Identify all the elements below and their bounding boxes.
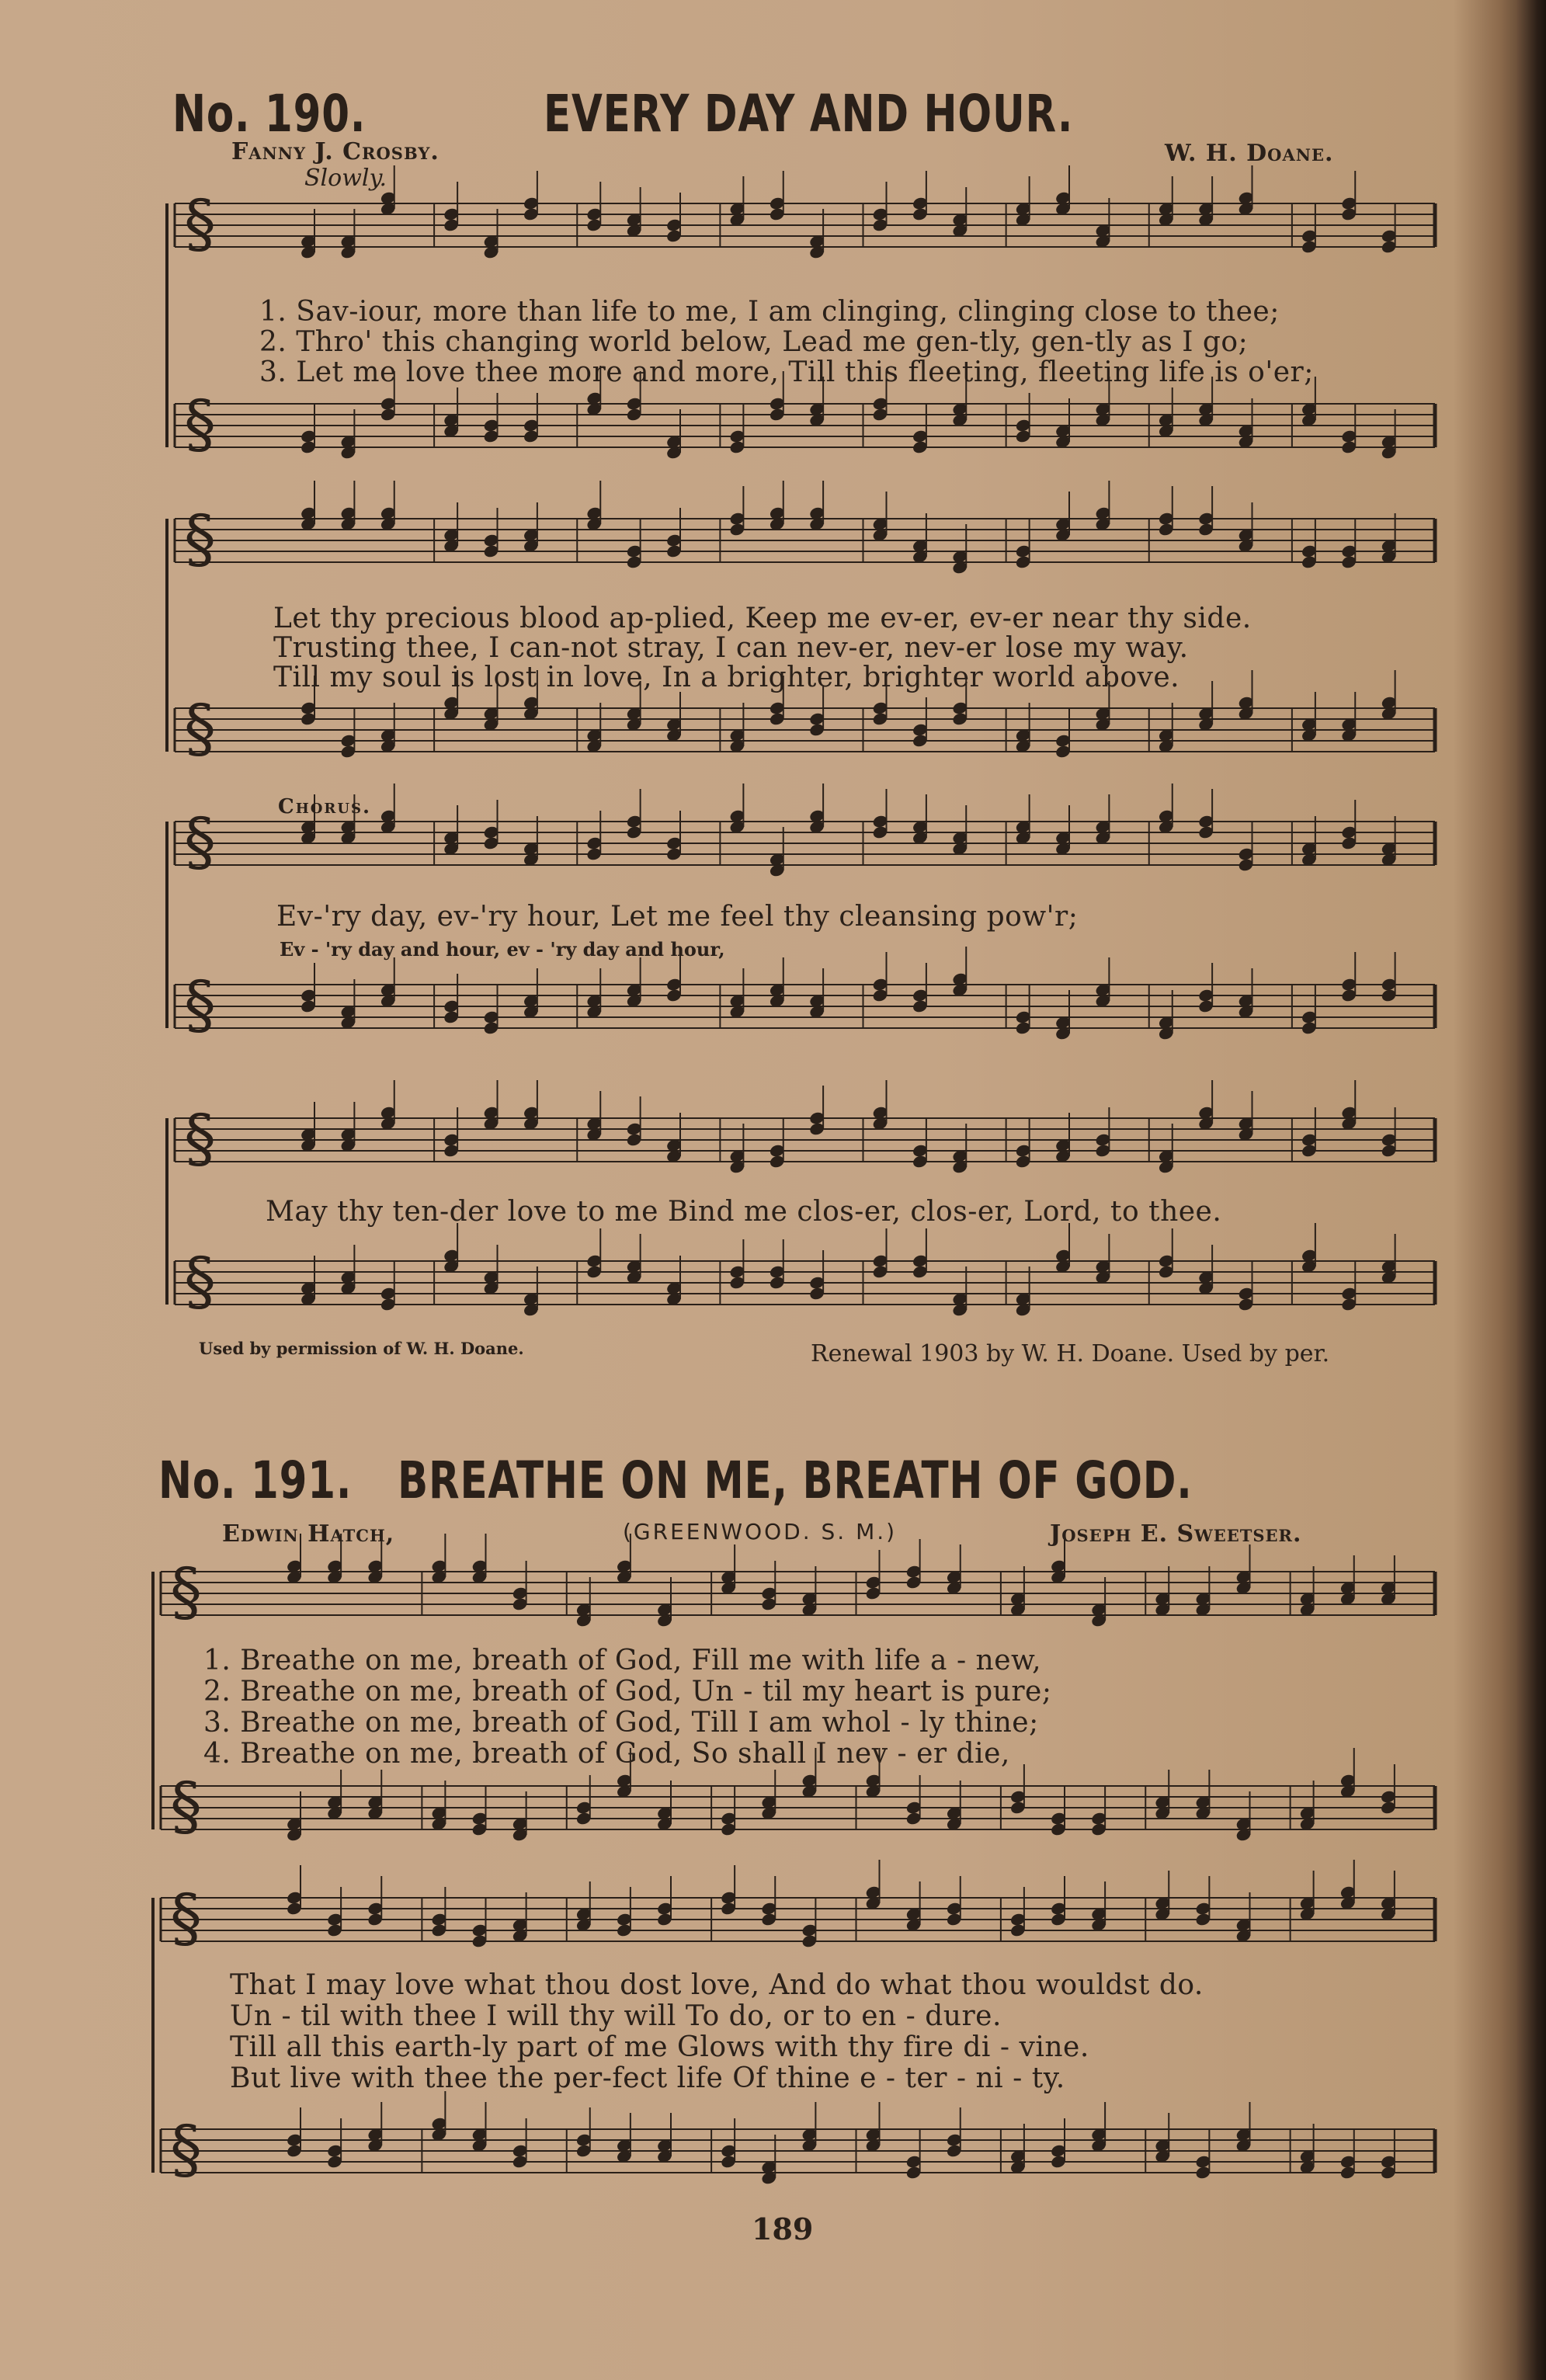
hymn-number: No. 190. xyxy=(172,84,367,144)
composer-credit: Joseph E. Sweetser. xyxy=(1050,1520,1302,1548)
treble-staff-clef: § xyxy=(184,805,216,879)
verse-line: 1. Sav-iour, more than life to me, I am clinging, clinging close to thee; xyxy=(259,296,1280,328)
tune-name: (GREENWOOD. S. M.) xyxy=(623,1519,898,1544)
verse-line: 2. Thro' this changing world below, Lead me gen-tly, gen-tly as I go; xyxy=(259,326,1249,358)
verse-line: 4. Breathe on me, breath of God, So shall I nev - er die, xyxy=(203,1738,1010,1770)
hymn-title: EVERY DAY AND HOUR. xyxy=(544,84,1074,144)
treble-staff-clef: § xyxy=(184,502,216,576)
bass-staff-clef: § xyxy=(184,387,216,461)
renewal-note: Renewal 1903 by W. H. Doane. Used by per. xyxy=(811,1340,1330,1367)
treble-staff-clef: § xyxy=(184,187,216,261)
treble-staff-clef: § xyxy=(170,1555,202,1629)
verse-line: Till my soul is lost in love, In a brighter, brighter world above. xyxy=(273,662,1180,693)
verse-line: Till all this earth-ly part of me Glows with thy fire di - vine. xyxy=(230,2031,1089,2063)
bass-staff-clef: § xyxy=(170,1770,202,1843)
verse-line: 2. Breathe on me, breath of God, Un - til my heart is pure; xyxy=(203,1676,1052,1708)
bass-staff-clef: § xyxy=(184,1245,216,1319)
verse-line: 3. Let me love thee more and more, Till this fleeting, fleeting life is o'er; xyxy=(259,356,1314,388)
lyricist-credit: Edwin Hatch, xyxy=(222,1520,395,1548)
chorus-label: Chorus. xyxy=(278,795,372,818)
verse-line: But live with thee the per-fect life Of thine e - ter - ni - ty. xyxy=(230,2062,1065,2094)
verse-line: 1. Breathe on me, breath of God, Fill me with life a - new, xyxy=(203,1645,1042,1676)
verse-line: Let thy precious blood ap-plied, Keep me ev-er, ev-er near thy side. xyxy=(273,603,1252,634)
composer-credit: W. H. Doane. xyxy=(1165,140,1334,167)
tempo-marking: Slowly. xyxy=(304,165,387,192)
chorus-line-small: Ev - 'ry day and hour, ev - 'ry day and hour, xyxy=(280,938,725,961)
treble-staff-clef: § xyxy=(170,1881,202,1955)
verse-line: Trusting thee, I can-not stray, I can nev-er, nev-er lose my way. xyxy=(273,632,1189,664)
permission-note: Used by permission of W. H. Doane. xyxy=(199,1339,524,1358)
verse-line: That I may love what thou dost love, And do what thou wouldst do. xyxy=(230,1969,1204,2001)
verse-line: 3. Breathe on me, breath of God, Till I am whol - ly thine; xyxy=(203,1707,1039,1739)
bass-staff-clef: § xyxy=(170,2113,202,2187)
hymn-number: No. 191. xyxy=(158,1451,353,1510)
lyricist-credit: Fanny J. Crosby. xyxy=(231,138,439,165)
chorus-line: Ev-'ry day, ev-'ry hour, Let me feel thy cleansing pow'r; xyxy=(276,901,1079,933)
hymn-title: BREATHE ON ME, BREATH OF GOD. xyxy=(398,1451,1193,1510)
chorus-line: May thy ten-der love to me Bind me clos-er, clos-er, Lord, to thee. xyxy=(266,1196,1222,1228)
bass-staff-clef: § xyxy=(184,692,216,766)
page-number: 189 xyxy=(752,2211,814,2246)
treble-staff-clef: § xyxy=(184,1102,216,1176)
bass-staff-clef: § xyxy=(184,968,216,1042)
verse-line: Un - til with thee I will thy will To do, or to en - dure. xyxy=(230,2000,1002,2032)
